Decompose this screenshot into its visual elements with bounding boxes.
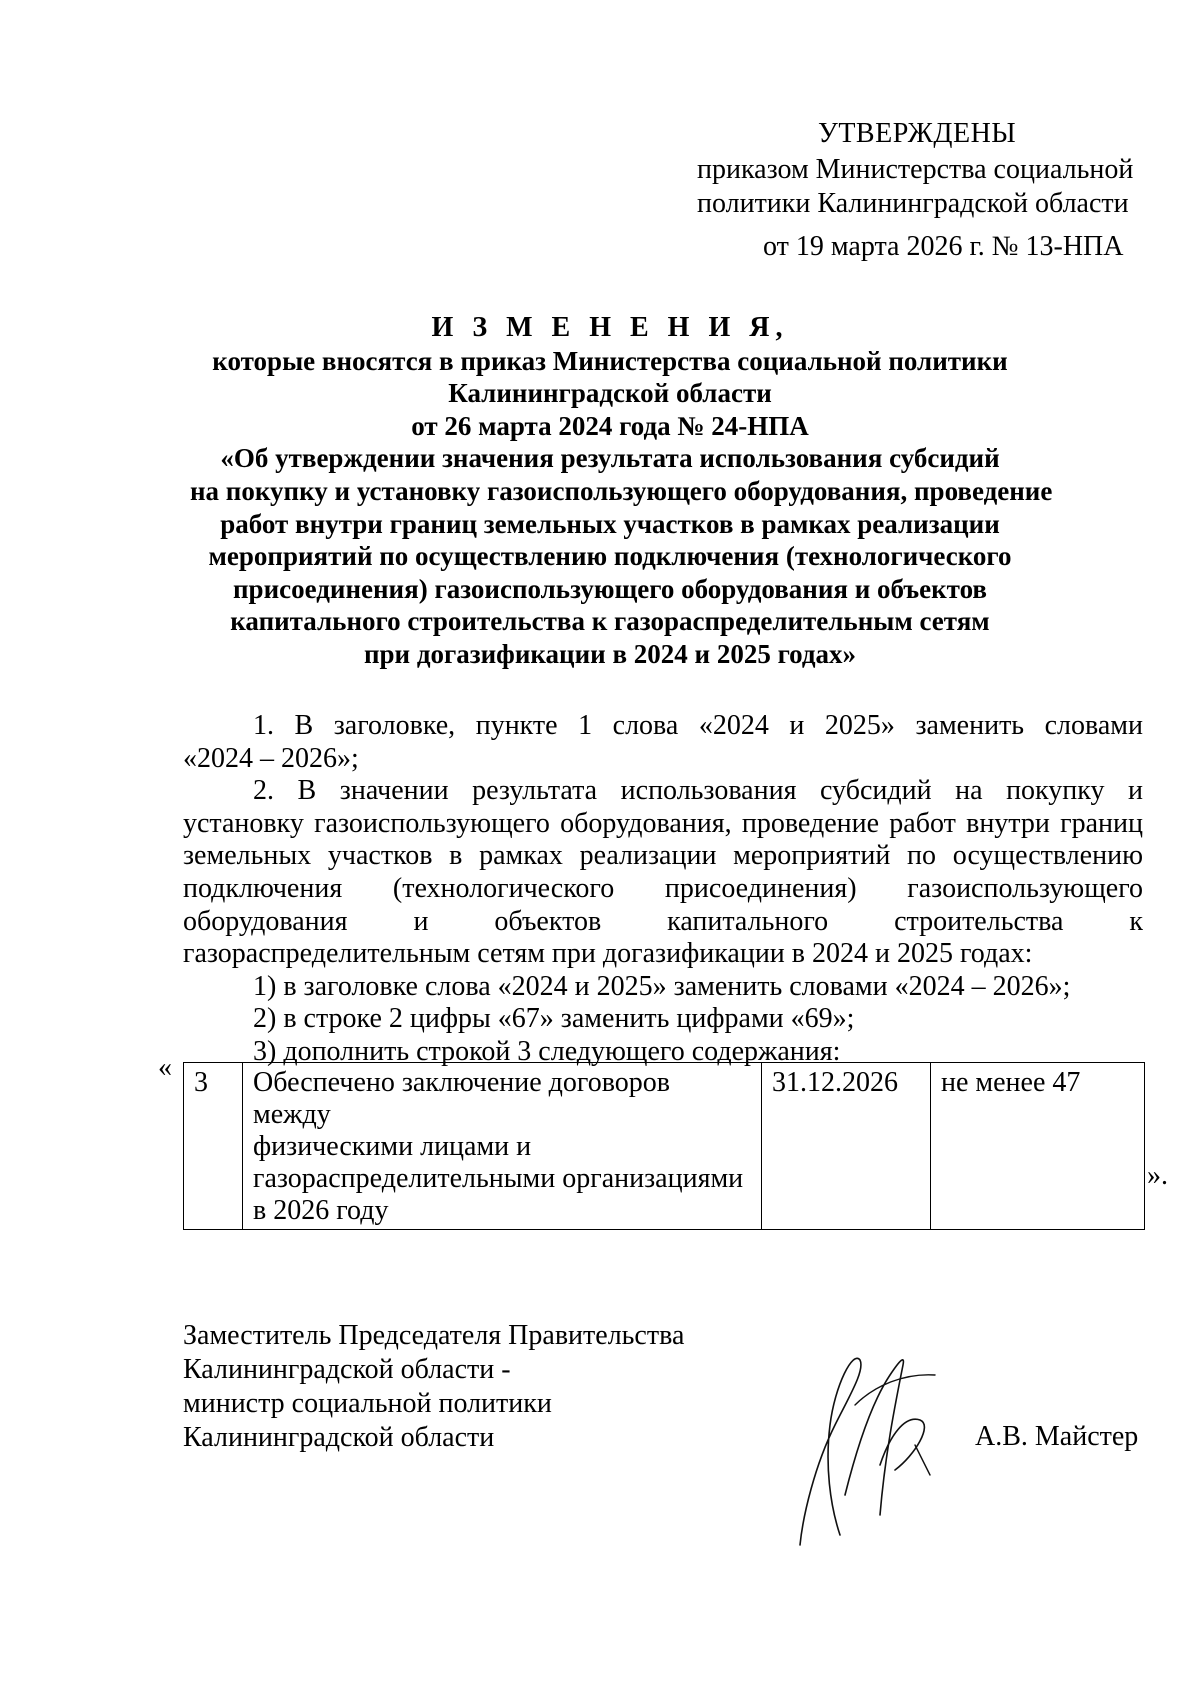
signatory-position-line: Заместитель Председателя Правительства <box>183 1320 685 1351</box>
heading-line: на покупку и установку газоиспользующего оборудования, проведение <box>190 475 1053 506</box>
approval-line-2: политики Калининградской области <box>697 188 1129 219</box>
row-date-cell: 31.12.2026 <box>762 1063 931 1230</box>
heading-main: И З М Е Н Е Н И Я, <box>431 312 789 343</box>
row-value-cell: не менее 47 <box>931 1063 1145 1230</box>
paragraph-2-line: земельных участков в рамках реализации мероприятий по осуществлению <box>183 840 1143 872</box>
heading-line: капитального строительства к газораспределительным сетям <box>230 606 990 637</box>
paragraph-1-line: 1. В заголовке, пункте 1 слова «2024 и 2025» заменить словами <box>253 710 1143 741</box>
heading-line: Калининградской области <box>448 378 772 409</box>
table-row <box>184 1063 1145 1230</box>
approval-line-1: приказом Министерства социальной <box>697 154 1134 185</box>
signatory-position-line: Калининградской области - <box>183 1354 511 1385</box>
row-text-cell <box>243 1063 762 1230</box>
paragraph-1-line: «2024 – 2026»; <box>183 742 359 774</box>
approval-title: УТВЕРЖДЕНЫ <box>818 118 1017 149</box>
paragraph-2-line: подключения (технологического присоединения) газоиспользующего <box>183 872 1143 904</box>
row-text-line: в 2026 году <box>253 1195 389 1226</box>
signatory-name: А.В. Майстер <box>975 1421 1139 1452</box>
list-item-2: 2) в строке 2 цифры «67» заменить цифрами «69»; <box>253 1003 855 1035</box>
amendment-body <box>183 710 1143 1069</box>
amendment-table <box>183 1062 1145 1230</box>
heading-line: от 26 марта 2024 года № 24-НПА <box>411 410 809 441</box>
heading-line: присоединения) газоиспользующего оборудования и объектов <box>233 573 987 604</box>
signatory-position <box>183 1319 684 1455</box>
signatory-position-line: Калининградской области <box>183 1422 495 1453</box>
table-quote-close: ». <box>1147 1160 1168 1191</box>
row-text-line: физическими лицами и <box>253 1131 532 1162</box>
handwritten-signature <box>795 1345 940 1555</box>
heading-line: мероприятий по осуществлению подключения (технологического <box>208 541 1012 572</box>
paragraph-2-line: оборудования и объектов капитального строительства к <box>183 905 1143 937</box>
paragraph-2-line: 2. В значении результата использования субсидий на покупку и <box>253 775 1143 807</box>
row-number-cell: 3 <box>184 1063 243 1230</box>
paragraph-2-line: установку газоиспользующего оборудования, проведение работ внутри границ <box>183 807 1143 839</box>
heading-line: работ внутри границ земельных участков в рамках реализации <box>220 508 1000 539</box>
list-item-1: 1) в заголовке слова «2024 и 2025» заменить словами «2024 – 2026»; <box>253 970 1071 1002</box>
heading-line: «Об утверждении значения результата использования субсидий <box>220 443 1000 474</box>
table-quote-open: « <box>158 1052 172 1083</box>
document-heading <box>190 312 1053 671</box>
approval-date: от 19 марта 2026 г. № 13-НПА <box>763 231 1124 262</box>
list-item-3: 3) дополнить строкой 3 следующего содержания: <box>253 1035 841 1067</box>
row-text-line: газораспределительными организациями <box>253 1163 744 1194</box>
signatory-position-line: министр социальной политики <box>183 1388 552 1419</box>
heading-line: при догазификации в 2024 и 2025 годах» <box>363 638 857 669</box>
paragraph-2-line: газораспределительным сетям при догазификации в 2024 и 2025 годах: <box>183 938 1033 970</box>
heading-line: которые вносятся в приказ Министерства социальной политики <box>212 345 1008 376</box>
row-text-line: Обеспечено заключение договоров между <box>253 1067 670 1130</box>
